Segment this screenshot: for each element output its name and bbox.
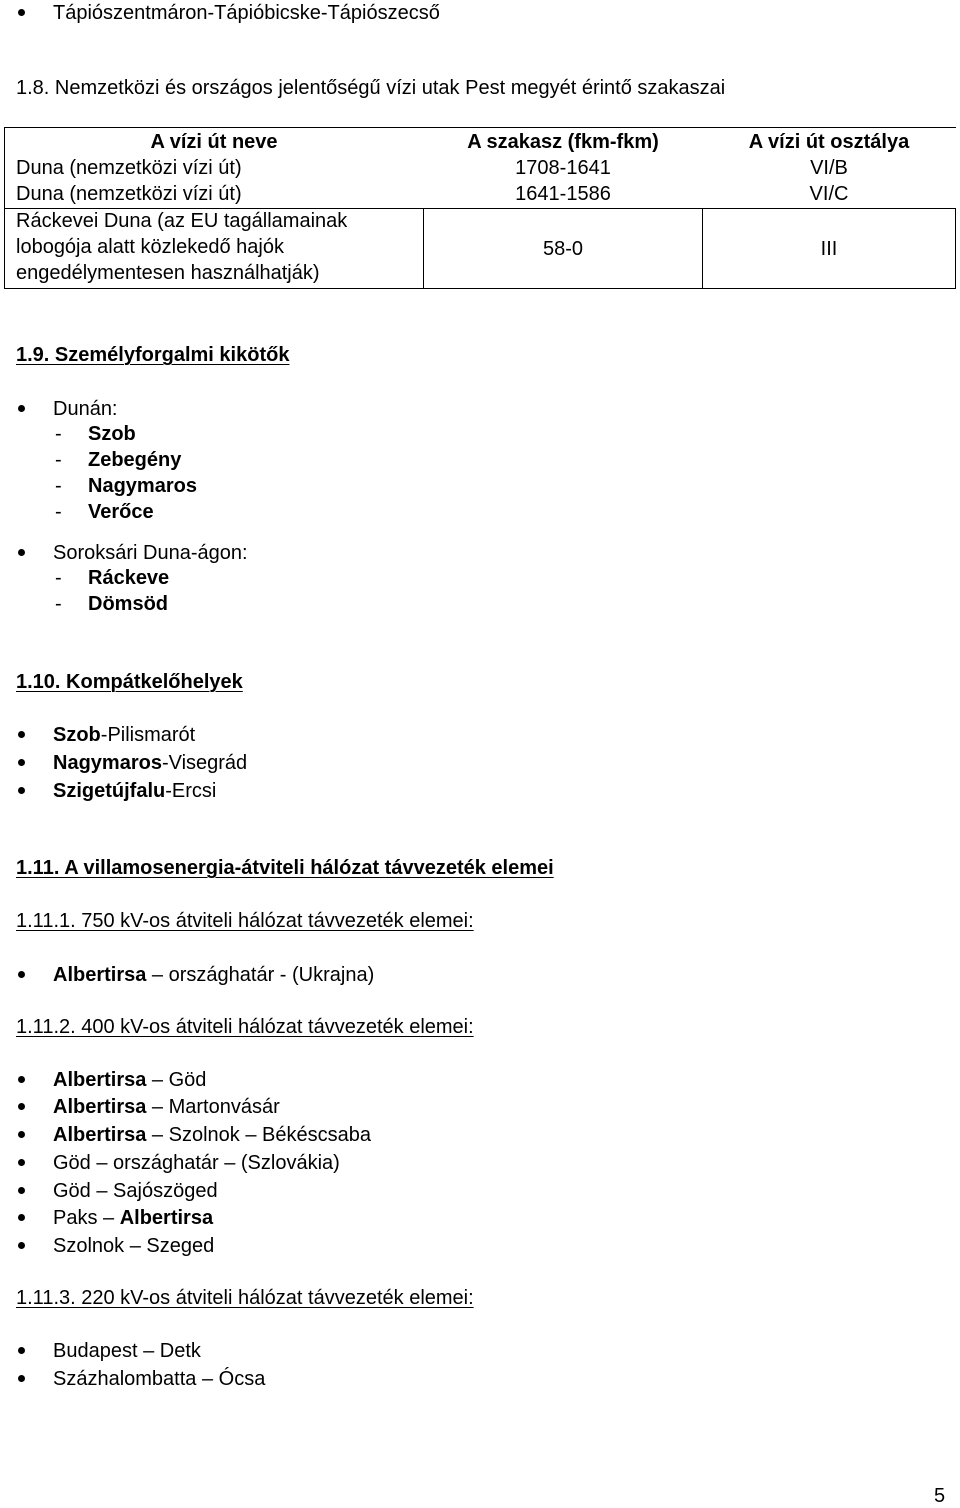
bullet-icon <box>18 1131 25 1138</box>
bullet-icon <box>18 1347 25 1354</box>
subsection-title-1-11-3: 1.11.3. 220 kV-os átviteli hálózat távvezeték elemei: <box>16 1287 474 1309</box>
table-cell: VI/B <box>810 157 848 179</box>
bullet-icon <box>18 1076 25 1083</box>
list-item <box>53 1068 206 1092</box>
list-item: Tápiószentmáron-Tápióbicske-Tápiószecső <box>53 2 440 24</box>
section-title-1-8: 1.8. Nemzetközi és országos jelentőségű vízi utak Pest megyét érintő szakaszai <box>16 77 726 99</box>
dash-marker: - <box>55 593 62 615</box>
list-item-rest: – Göd <box>146 1069 207 1091</box>
list-item <box>53 751 247 775</box>
dash-marker: - <box>55 501 62 523</box>
dash-marker: - <box>55 475 62 497</box>
list-item <box>53 723 195 747</box>
dash-marker: - <box>55 423 62 445</box>
table-cell: VI/C <box>809 183 849 205</box>
list-item-bold: Albertirsa <box>53 1124 147 1146</box>
section-title-1-10: 1.10. Kompátkelőhelyek <box>16 671 243 693</box>
list-item <box>53 1234 214 1258</box>
list-item: Százhalombatta – Ócsa <box>53 1368 266 1390</box>
bullet-icon <box>18 405 25 412</box>
list-item <box>53 1206 213 1230</box>
list-item-rest: Szolnok – Szeged <box>53 1235 215 1257</box>
table-cell: Duna (nemzetközi vízi út) <box>16 157 242 179</box>
list-item: Verőce <box>88 501 154 523</box>
list-item: Dömsöd <box>88 593 168 615</box>
list-item-bold: Albertirsa <box>119 1207 214 1229</box>
list-item-rest: -Visegrád <box>161 752 248 774</box>
bullet-icon <box>18 759 25 766</box>
list-item: Ráckeve <box>88 567 170 589</box>
bullet-icon <box>18 1242 25 1249</box>
section-title-1-9: 1.9. Személyforgalmi kikötők <box>16 344 290 366</box>
list-item <box>53 963 374 987</box>
list-item <box>53 779 216 803</box>
list-item-bold: Albertirsa <box>53 964 147 986</box>
list-item-rest: Paks – <box>53 1207 120 1229</box>
list-item <box>53 1179 218 1203</box>
table-cell: Ráckevei Duna (az EU tagállamainak <box>16 210 348 232</box>
table-cell: 1708-1641 <box>515 157 611 179</box>
bullet-icon <box>18 1159 25 1166</box>
bullet-icon <box>18 1214 25 1221</box>
list-item <box>53 1151 340 1175</box>
bullet-icon <box>18 731 25 738</box>
bullet-icon <box>18 971 25 978</box>
list-item: Szob <box>88 423 136 445</box>
table-cell: 58-0 <box>542 238 584 260</box>
page-number: 5 <box>934 1485 946 1507</box>
bullet-icon <box>18 1103 25 1110</box>
subsection-title-1-11-2: 1.11.2. 400 kV-os átviteli hálózat távvezeték elemei: <box>16 1016 474 1038</box>
table-cell: III <box>820 238 838 260</box>
table-cell: 1641-1586 <box>515 183 611 205</box>
list-item-rest: – Szolnok – Békéscsaba <box>146 1124 371 1146</box>
list-item <box>53 1095 280 1119</box>
subsection-title-1-11-1: 1.11.1. 750 kV-os átviteli hálózat távvezeték elemei: <box>16 910 474 932</box>
list-item: Budapest – Detk <box>53 1340 201 1362</box>
list-item-rest: Göd – Sajószöged <box>53 1180 218 1202</box>
table-cell: lobogója alatt közlekedő hajók <box>16 236 284 258</box>
list-item-bold: Nagymaros <box>53 752 162 774</box>
bullet-icon <box>18 9 25 16</box>
list-item-rest: – Martonvásár <box>146 1096 280 1118</box>
group-label: Dunán: <box>53 398 118 420</box>
dash-marker: - <box>55 567 62 589</box>
bullet-icon <box>18 1187 25 1194</box>
list-item <box>53 1123 371 1147</box>
group-label: Soroksári Duna-ágon: <box>53 542 248 564</box>
dash-marker: - <box>55 449 62 471</box>
list-item: Nagymaros <box>88 475 197 497</box>
list-item-rest: -Pilismarót <box>100 724 196 746</box>
list-item: Zebegény <box>88 449 182 471</box>
table-header: A vízi út osztálya <box>748 131 910 153</box>
list-item-bold: Szob <box>53 724 101 746</box>
list-item-bold: Albertirsa <box>53 1096 147 1118</box>
list-item-rest: – országhatár - (Ukrajna) <box>146 964 375 986</box>
list-item-rest: -Ercsi <box>165 780 217 802</box>
bullet-icon <box>18 787 25 794</box>
bullet-icon <box>18 1375 25 1382</box>
table-header: A vízi út neve <box>150 131 278 153</box>
list-item-rest: Göd – országhatár – (Szlovákia) <box>53 1152 340 1174</box>
table-cell: Duna (nemzetközi vízi út) <box>16 183 242 205</box>
table-header: A szakasz (fkm-fkm) <box>467 131 659 153</box>
bullet-icon <box>18 549 25 556</box>
list-item-bold: Albertirsa <box>53 1069 147 1091</box>
table-cell: engedélymentesen használhatják) <box>16 262 320 284</box>
section-title-1-11: 1.11. A villamosenergia-átviteli hálózat távvezeték elemei <box>16 857 554 879</box>
list-item-bold: Szigetújfalu <box>53 780 166 802</box>
